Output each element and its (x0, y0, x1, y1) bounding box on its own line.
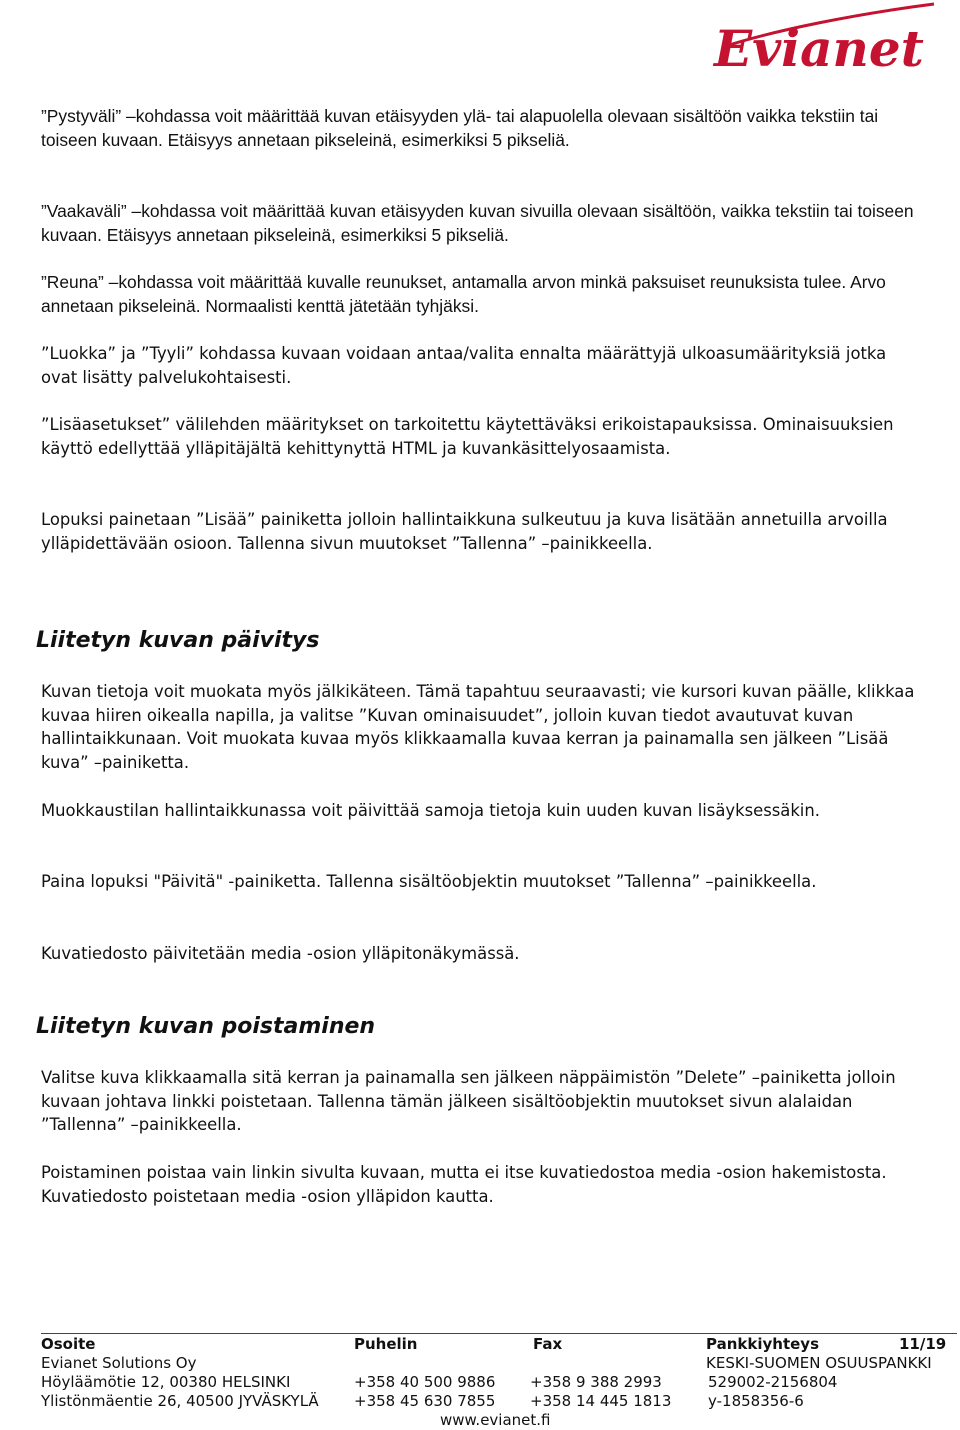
footer-divider (41, 1333, 957, 1334)
paragraph-poistaminen: Poistaminen poistaa vain linkin sivulta kuvaan, mutta ei itse kuvatiedostoa media -osion hakemistosta. Kuvatiedosto poistetaan media -osion ylläpidon kautta. (41, 1163, 887, 1206)
paragraph-vaakavali: ”Vaakaväli” –kohdassa voit määrittää kuvan etäisyyden kuvan sivuilla olevaan sisältöön, vaikka tekstiin tai toiseen kuvaan. Etäisyys annetaan pikseleinä, esimerkiksi 5 pikseliä. (41, 201, 914, 245)
paragraph-reuna: ”Reuna” –kohdassa voit määrittää kuvalle reunukset, antamalla arvon minkä paksuiset reunuksista tulee. Arvo annetaan pikseleinä. Normaalisti kenttä jätetään tyhjäksi. (41, 272, 886, 316)
footer-address-helsinki: Höyläämötie 12, 00380 HELSINKI (41, 1373, 291, 1391)
page-number: 11/19 (899, 1335, 947, 1353)
footer-company: Evianet Solutions Oy (41, 1354, 197, 1372)
logo-text: Evianet (714, 19, 924, 78)
footer-bank-account: 529002-2156804 (708, 1373, 838, 1391)
footer-fax-jyvaskyla: +358 14 445 1813 (530, 1392, 672, 1410)
footer-fax-helsinki: +358 9 388 2993 (530, 1373, 662, 1391)
paragraph-paivitys-intro: Kuvan tietoja voit muokata myös jälkikäteen. Tämä tapahtuu seuraavasti; vie kursori kuvan päälle, klikkaa kuvaa hiiren oikealla napilla, ja valitse ”Kuvan ominaisuudet”, jolloin kuvan tiedot avautuvat kuvan hallintaikkunaan. Voit muokata kuvaa myös klikkaamalla kuvaa kerran ja painamalla sen jälkeen ”Lisää kuva” –painiketta. (41, 682, 915, 772)
paragraph-luokka-tyyli: ”Luokka” ja ”Tyyli” kohdassa kuvaan voidaan antaa/valita ennalta määrättyjä ulkoasumäärityksiä jotka ovat lisätty palvelukohtaisesti. (41, 344, 887, 387)
evianet-logo-graphic (706, 0, 946, 82)
footer-business-id: y-1858356-6 (708, 1392, 804, 1410)
footer-address-jyvaskyla: Ylistönmäentie 26, 40500 JYVÄSKYLÄ (41, 1392, 319, 1410)
paragraph-valitse-kuva: Valitse kuva klikkaamalla sitä kerran ja painamalla sen jälkeen näppäimistön ”Delete” –painiketta jolloin kuvaan johtava linkki poistetaan. Tallenna tämän jälkeen sisältöobjektin muutokset sivun alalaidan ”Tallenna” –painikkeella. (41, 1068, 896, 1134)
paragraph-lopuksi: Lopuksi painetaan ”Lisää” painiketta jolloin hallintaikkuna sulkeutuu ja kuva lisätään annetuilla arvoilla ylläpidettävään osioon. Tallenna sivun muutokset ”Tallenna” –painikkeella. (41, 510, 888, 553)
paragraph-lisaasetukset: ”Lisäasetukset” välilehden määritykset on tarkoitettu käytettäväksi erikoistapauksissa. Ominaisuuksien käyttö edellyttää ylläpitäjältä kehittynyttä HTML ja kuvankäsittelyosaamista. (41, 415, 894, 458)
footer-phone-helsinki: +358 40 500 9886 (354, 1373, 496, 1391)
footer-header-phone: Puhelin (354, 1335, 418, 1353)
paragraph-muokkaustila: Muokkaustilan hallintaikkunassa voit päivittää samoja tietoja kuin uuden kuvan lisäyksessäkin. (41, 801, 820, 820)
evianet-logo (706, 0, 946, 82)
footer-header-address: Osoite (41, 1335, 96, 1353)
paragraph-kuvatiedosto: Kuvatiedosto päivitetään media -osion ylläpitonäkymässä. (41, 944, 520, 963)
section-heading-paivitys: Liitetyn kuvan päivitys (36, 628, 320, 653)
footer-website-link[interactable]: www.evianet.fi (440, 1411, 551, 1429)
paragraph-pystyvali: ”Pystyväli” –kohdassa voit määrittää kuvan etäisyyden ylä- tai alapuolella olevaan sisältöön vaikka tekstiin tai toiseen kuvaan. Etäisyys annetaan pikseleinä, esimerkiksi 5 pikseliä. (41, 106, 879, 150)
footer-bank-name: KESKI-SUOMEN OSUUSPANKKI (706, 1354, 932, 1372)
paragraph-paina-paivita: Paina lopuksi "Päivitä" -painiketta. Tallenna sisältöobjektin muutokset ”Tallenna” –painikkeella. (41, 872, 817, 891)
footer-phone-jyvaskyla: +358 45 630 7855 (354, 1392, 496, 1410)
footer-header-bank: Pankkiyhteys (706, 1335, 819, 1353)
section-heading-poistaminen: Liitetyn kuvan poistaminen (36, 1014, 376, 1039)
footer-header-fax: Fax (533, 1335, 563, 1353)
